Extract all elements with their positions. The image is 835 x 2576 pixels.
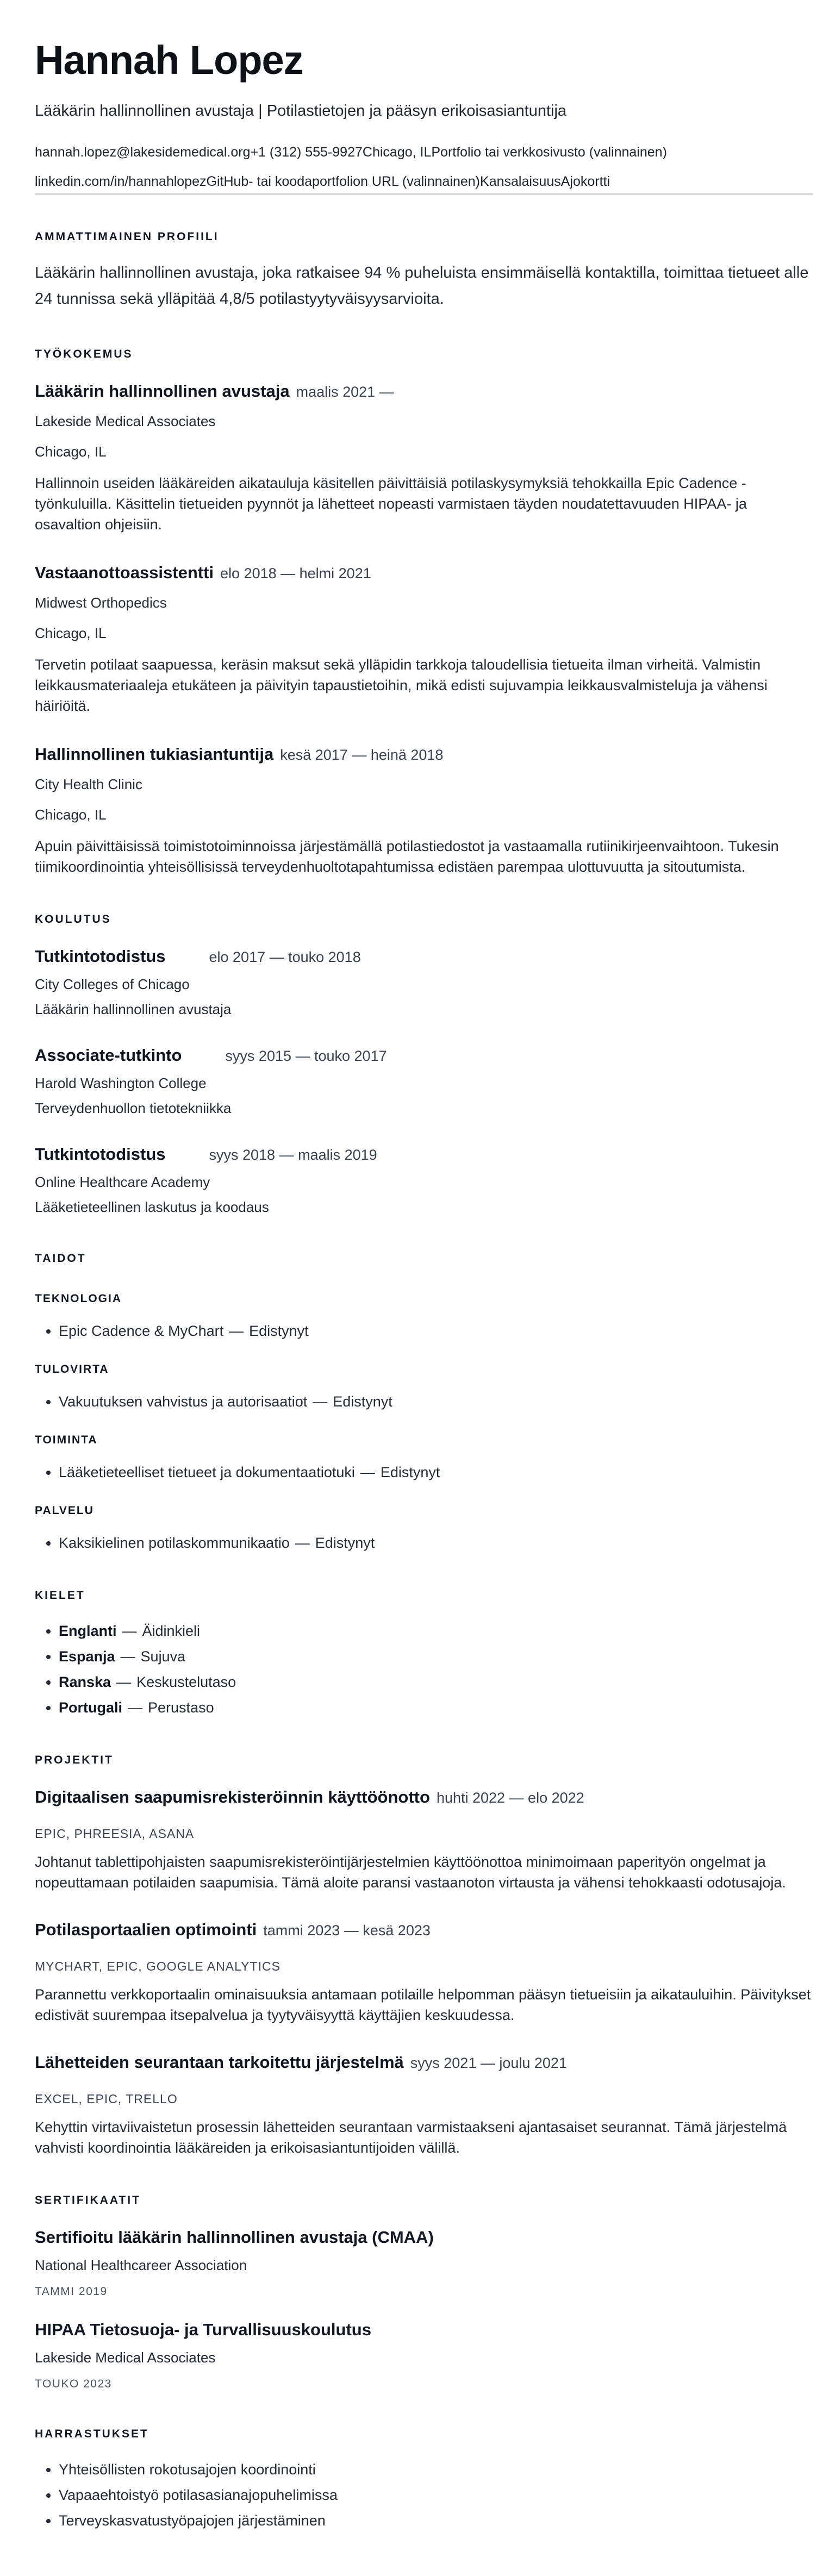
section-education [35, 912, 813, 1216]
project-date: tammi 2023 — kesä 2023 [263, 1922, 431, 1939]
resume-header [35, 38, 813, 195]
dash-separator: — [116, 1674, 132, 1690]
certification-issuer: National Healthcareer Association [35, 2257, 247, 2273]
certification-title: HIPAA Tietosuoja- ja Turvallisuuskoulutus [35, 2320, 371, 2339]
language-name: Englanti [59, 1623, 117, 1639]
skill-list [35, 1391, 813, 1412]
contact-portfolio: Portfolio tai verkkosivusto (valinnainen) [431, 145, 667, 160]
education-title-row [35, 1143, 813, 1168]
skill-list [35, 1533, 813, 1553]
language-level: Äidinkieli [142, 1623, 201, 1639]
education-degree: Tutkintotodistus [35, 1145, 166, 1164]
job-company: Midwest Orthopedics [35, 595, 167, 611]
project-title: Potilasportaalien optimointi [35, 1920, 257, 1939]
job-title: Hallinnollinen tukiasiantuntija [35, 745, 274, 764]
experience-heading: TYÖKOKEMUS [35, 348, 133, 360]
language-name: Ranska [59, 1674, 111, 1690]
job-date: elo 2018 — helmi 2021 [220, 565, 371, 582]
resume-content [35, 38, 813, 2531]
project-description: Johtanut tablettipohjaisten saapumisrekisteröintijärjestelmien käyttöönottoa minimoimaan paperityön ongelmat ja nopeuttamaan potilaiden saapumisia. Tämä aloite paransi vastaanoton virtausta ja vähensi tehokkaasti odotusajoja. [35, 1854, 786, 1891]
job-date: maalis 2021 — [296, 384, 394, 400]
job-date: kesä 2017 — heinä 2018 [280, 747, 444, 763]
job-description: Apuin päivittäisissä toimistotoiminnoissa järjestämällä potilastiedostot ja vastaamalla rutiinikirjeenvaihtoon. Tukesin tiimikoordinointia yhteisöllisissä terveydenhuoltotapahtumissa edistäen parempaa ulottuvuutta ja sitoutumista. [35, 838, 779, 875]
profile-summary: Lääkärin hallinnollinen avustaja, joka ratkaisee 94 % puheluista ensimmäisellä kontaktilla, toimittaa tietueet alle 24 tunnissa sekä ylläpitää 4,8/5 potilastyytyväisyysarvioita. [35, 264, 809, 308]
certification-issuer: Lakeside Medical Associates [35, 2349, 216, 2366]
skill-item [59, 1391, 813, 1412]
dash-separator: — [120, 1648, 135, 1665]
project-title: Lähetteiden seurantaan tarkoitettu järjestelmä [35, 2053, 404, 2072]
job-description: Hallinnoin useiden lääkäreiden aikatauluja käsitellen päivittäisiä potilaskysymyksiä tehokkailla Epic Cadence -työnkuluilla. Käsittelin tietueiden pyynnöt ja lähetteet nopeasti varmistaen täyden noudatettavuuden HIPAA- ja osavaltion ohjeisiin. [35, 475, 747, 533]
job-location: Chicago, IL [35, 443, 107, 460]
section-skills [35, 1251, 813, 1553]
person-name: Hannah Lopez [35, 37, 303, 83]
certification-entry [35, 2227, 813, 2299]
section-projects [35, 1753, 813, 2158]
education-school: Harold Washington College [35, 1075, 207, 1091]
education-title-row [35, 946, 813, 971]
skill-name: Vakuutuksen vahvistus ja autorisaatiot [59, 1393, 308, 1410]
skill-level: Edistynyt [315, 1535, 375, 1551]
skill-name: Lääketieteelliset tietueet ja dokumentaatiotuki [59, 1464, 355, 1480]
certification-entry [35, 2319, 813, 2392]
project-description: Parannettu verkkoportaalin ominaisuuksia antamaan potilaille helpomman pääsyn tietueisiin ja aikatauluihin. Päivitykset edistivät suurempaa itsepalvelua ja tyytyväisyyttä käyttäjien keskuudessa. [35, 1986, 811, 2023]
education-field: Lääkärin hallinnollinen avustaja [35, 1001, 232, 1017]
education-title-row [35, 1045, 813, 1070]
job-description: Tervetin potilaat saapuessa, keräsin maksut sekä ylläpidin tarkkoja taloudellisia tietueita ilman virheitä. Valmistin leikkausmateriaaleja etukäteen ja päivityin tapaustietoihin, mikä edisti sujuvampia leikkausvalmisteluja ja vähensi häiriöitä. [35, 656, 768, 714]
project-tools: MYCHART, EPIC, GOOGLE ANALYTICS [35, 1959, 281, 1973]
hobby-item: • Yhteisöllisten rokotusajojen koordinointi [59, 2459, 813, 2480]
hobby-item: • Terveyskasvatustyöpajojen järjestäminen [59, 2510, 813, 2531]
education-date: elo 2017 — touko 2018 [209, 949, 361, 965]
job-title-row [35, 380, 813, 405]
education-field: Lääketieteellinen laskutus ja koodaus [35, 1199, 269, 1215]
hobbies-heading: HARRASTUKSET [35, 2428, 149, 2440]
education-entry [35, 1143, 813, 1216]
section-profile [35, 229, 813, 312]
skill-group-label: TULOVIRTA [35, 1363, 109, 1375]
contact-row-2 [35, 172, 813, 191]
skill-list [35, 1321, 813, 1341]
job-title: Lääkärin hallinnollinen avustaja [35, 382, 290, 401]
skill-name: Epic Cadence & MyChart [59, 1323, 224, 1339]
education-heading: KOULUTUS [35, 913, 111, 926]
contact-linkedin: linkedin.com/in/hannahlopez [35, 174, 207, 189]
certifications-heading: SERTIFIKAATIT [35, 2194, 141, 2206]
language-item [59, 1646, 813, 1667]
job-location: Chicago, IL [35, 806, 107, 823]
skill-group-label: TOIMINTA [35, 1434, 98, 1446]
dash-separator: — [313, 1393, 328, 1410]
job-title-row [35, 562, 813, 587]
education-school: City Colleges of Chicago [35, 976, 190, 992]
contact-license: Ajokortti [560, 174, 610, 189]
contact-citizenship: Kansalaisuus [480, 174, 561, 189]
education-entry [35, 946, 813, 1018]
certification-title-row [35, 2227, 813, 2252]
certification-title-row [35, 2319, 813, 2344]
project-entry [35, 1786, 813, 1893]
project-tools: EXCEL, EPIC, TRELLO [35, 2092, 178, 2106]
certification-date: TOUKO 2023 [35, 2378, 112, 2390]
languages-heading: KIELET [35, 1589, 85, 1602]
job-entry [35, 743, 813, 877]
project-description: Kehyttin virtaviivaistetun prosessin lähetteiden seurantaan varmistaakseni ajantasaiset seurannat. Tämä järjestelmä vahvisti koordinointia lääkäreiden ja erikoisasiantuntijoiden välillä. [35, 2119, 787, 2156]
skill-group-label: PALVELU [35, 1504, 94, 1517]
hobby-list [35, 2459, 813, 2531]
section-experience [35, 347, 813, 877]
language-level: Keskustelutaso [136, 1674, 236, 1690]
skills-heading: TAIDOT [35, 1252, 86, 1265]
section-languages [35, 1588, 813, 1718]
language-level: Sujuva [140, 1648, 186, 1665]
education-entry [35, 1045, 813, 1117]
language-item [59, 1621, 813, 1641]
skill-level: Edistynyt [333, 1393, 392, 1410]
contact-phone: +1 (312) 555-9927 [250, 145, 363, 160]
project-title-row [35, 1786, 813, 1811]
dash-separator: — [295, 1535, 310, 1551]
skill-level: Edistynyt [249, 1323, 309, 1339]
header-divider [35, 193, 813, 195]
skill-level: Edistynyt [380, 1464, 440, 1480]
skill-item [59, 1533, 813, 1553]
person-title: Lääkärin hallinnollinen avustaja | Potilastietojen ja pääsyn erikoisasiantuntija [35, 102, 567, 120]
language-name: Portugali [59, 1699, 123, 1716]
language-list [35, 1621, 813, 1718]
project-date: syys 2021 — joulu 2021 [410, 2055, 567, 2071]
dash-separator: — [229, 1323, 244, 1339]
contact-row-1 [35, 142, 813, 162]
projects-heading: PROJEKTIT [35, 1754, 114, 1766]
skill-item [59, 1462, 813, 1483]
skill-list [35, 1462, 813, 1483]
dash-separator: — [360, 1464, 375, 1480]
project-title-row [35, 2052, 813, 2077]
contact-location: Chicago, IL [362, 145, 432, 160]
contact-email: hannah.lopez@lakesidemedical.org [35, 145, 251, 160]
dash-separator: — [122, 1623, 137, 1639]
hobby-item: • Vapaaehtoistyö potilasasianajopuhelimissa [59, 2485, 813, 2505]
language-item [59, 1697, 813, 1718]
education-date: syys 2018 — maalis 2019 [209, 1147, 377, 1163]
job-entry [35, 380, 813, 535]
contact-github: GitHub- tai koodaportfolion URL (valinnainen) [206, 174, 481, 189]
job-entry [35, 562, 813, 716]
job-company: Lakeside Medical Associates [35, 413, 216, 429]
language-name: Espanja [59, 1648, 115, 1665]
dash-separator: — [128, 1699, 143, 1716]
education-degree: Tutkintotodistus [35, 947, 166, 966]
project-title: Digitaalisen saapumisrekisteröinnin käyttöönotto [35, 1787, 430, 1806]
skill-group-label: TEKNOLOGIA [35, 1292, 122, 1305]
education-field: Terveydenhuollon tietotekniikka [35, 1100, 232, 1116]
job-title: Vastaanottoassistentti [35, 563, 214, 582]
certification-title: Sertifioitu lääkärin hallinnollinen avustaja (CMAA) [35, 2228, 434, 2247]
job-location: Chicago, IL [35, 625, 107, 641]
certification-date: TAMMI 2019 [35, 2285, 108, 2298]
education-date: syys 2015 — touko 2017 [225, 1048, 387, 1064]
section-certifications [35, 2193, 813, 2392]
language-level: Perustaso [148, 1699, 214, 1716]
job-company: City Health Clinic [35, 776, 142, 792]
language-item [59, 1672, 813, 1692]
profile-heading: AMMATTIMAINEN PROFIILI [35, 230, 219, 243]
education-degree: Associate-tutkinto [35, 1046, 182, 1065]
skill-item [59, 1321, 813, 1341]
project-title-row [35, 1919, 813, 1944]
project-entry [35, 1919, 813, 2025]
education-school: Online Healthcare Academy [35, 1174, 210, 1190]
skill-name: Kaksikielinen potilaskommunikaatio [59, 1535, 290, 1551]
job-title-row [35, 743, 813, 768]
section-hobbies [35, 2427, 813, 2531]
project-date: huhti 2022 — elo 2022 [436, 1790, 584, 1806]
project-entry [35, 2052, 813, 2158]
project-tools: EPIC, PHREESIA, ASANA [35, 1827, 195, 1841]
